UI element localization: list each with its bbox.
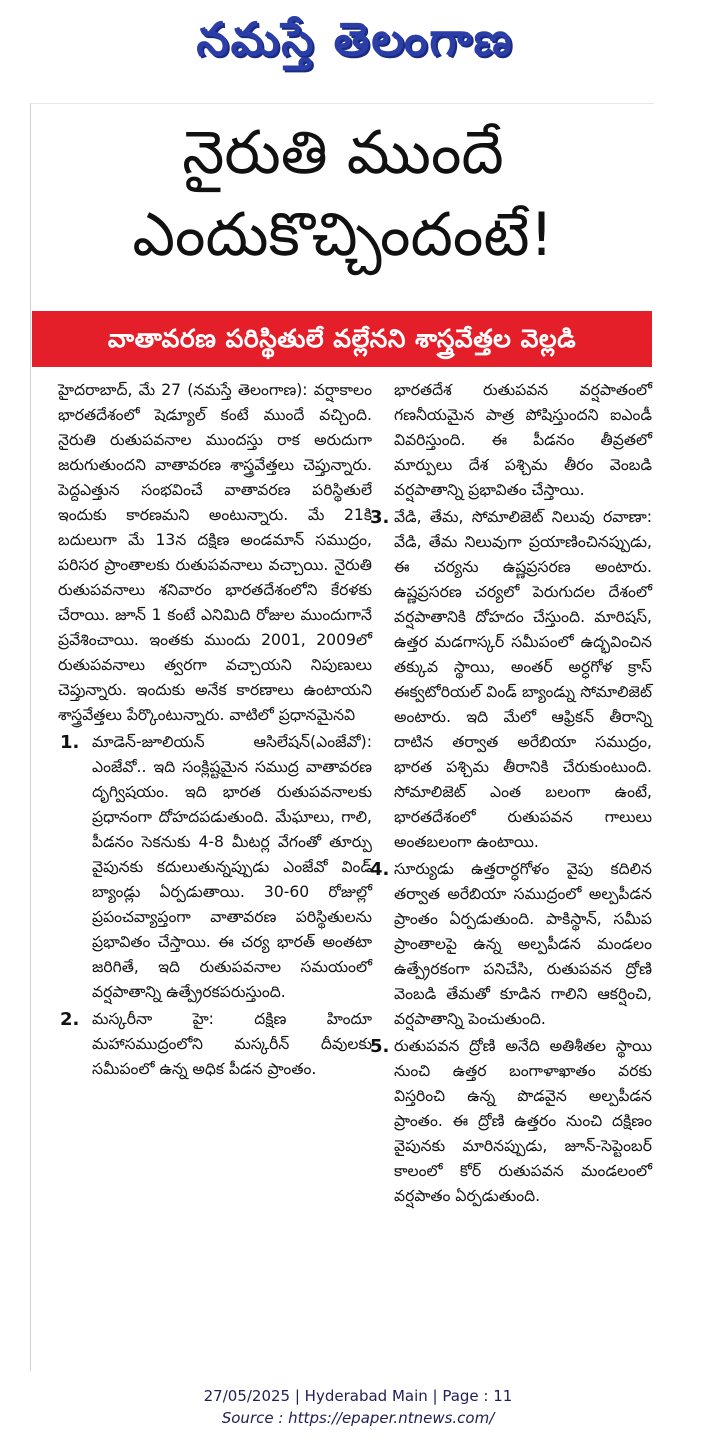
clipping-top-rule [30,103,654,104]
list-item [372,1034,652,1209]
headline-line-1: నైరుతి ముందే [182,118,504,188]
list-item-text: సూర్యుడు ఉత్తరార్ధగోళం వైపు కదిలిన తర్వాత అరేబియా సముద్రంలో అల్పపీడన ప్రాంతం ఏర్పడుతుంది. పాకిస్థాన్, సమీప ప్రాంతాలపై ఉన్న అల్పపీడన మండలం ఉత్ప్రేరకంగా పనిచేసి, రుతుపవన ద్రోణి వెంబడి తేమతో కూడిన గాలిని ఆకర్షించి, వర్షపాతాన్ని పెంచుతుంది. [394,860,652,1028]
list-item-text: వేడి, తేమ, సోమాలిజెట్ నిలువు రవాణా: వేడి, తేమ నిలువుగా ప్రయాణించినప్పుడు, ఈ చర్యను ఉష్ణప్రసరణ అంటారు. ఉష్ణప్రసరణ చర్యలో పెరుగుదల దేశంలో వర్షపాతానికి దోహదం చేస్తుంది. మారిషస్, ఉత్తర మడగాస్కర్ సమీపంలో ఉద్భవించిన తక్కువ స్థాయి, అంతర్ అర్ధగోళ క్రాస్ ఈక్వటోరియల్ విండ్ బ్యాండ్ను సోమాలిజెట్ అంటారు. ఇది మేలో ఆఫ్రికన్ తీరాన్ని దాటిన తర్వాత అరేబియా సముద్రం, భారత పశ్చిమ తీరానికి చేరుకుంటుంది. సోమాలిజెట్ ఎంత బలంగా ఉంటే, భారతదేశంలో రుతుపవన గాలులు అంతబలంగా ఉంటాయి. [394,508,652,851]
article-intro-paragraph: హైదరాబాద్, మే 27 (నమస్తే తెలంగాణ): వర్షాకాలం భారతదేశంలో షెడ్యూల్ కంటే ముందే వచ్చింది. నైరుతి రుతుపవనాల ముందస్తు రాక అరుదుగా జరుగుతుందని వాతావరణ శాస్త్రవేత్తలు చెప్తున్నారు. పెద్దఎత్తున సంభవించే వాతావరణ పరిస్థితులే ఇందుకు కారణమని అంటున్నారు. మే 21కి బదులుగా మే 13న దక్షిణ అండమాన్ సముద్రం, పరిసర ప్రాంతాలకు రుతుపవనాలు వచ్చాయి. నైరుతి రుతుపవనాలు శనివారం భారతదేశంలోని కేరళకు చేరాయి. జూన్ 1 కంటే ఎనిమిది రోజుల ముందుగానే ప్రవేశించాయి. ఇంతకు ముందు 2001, 2009లో రుతుపవనాలు త్వరగా వచ్చాయని నిపుణులు చెప్తున్నారు. ఇందుకు అనేక కారణాలు ఉంటాయని శాస్త్రవేత్తలు పేర్కొంటున్నారు. వాటిలో ప్రధానమైనవి [58,381,372,724]
page-footer [0,1385,716,1429]
list-item-continuation: భారతదేశ రుతుపవన వర్షపాతంలో గణనీయమైన పాత్ర పోషిస్తుందని ఐఎండీ వివరిస్తుంది. ఈ పీడనం తీవ్రతలో మార్పులు దేశ పశ్చిమ తీరం వెంబడి వర్షపాతాన్ని ప్రభావితం చేస్తాయి. [394,381,652,499]
list-item-text: మాడెన్-జూలియన్ ఆసిలేషన్(ఎంజేవో): ఎంజేవో.. ఇది సంక్లిష్టమైన సముద్ర వాతావరణ దృగ్విషయం. ఇది భారత రుతుపవనాలకు ప్రధానంగా దోహదపడుతుంది. మేఘాలు, గాలి, పీడనం సెకనుకు 4-8 మీటర్ల వేగంతో తూర్పు వైపునకు కదులుతున్నప్పుడు ఎంజేవో విండ్ బ్యాండ్లు ఏర్పడుతాయి. 30-60 రోజుల్లో ప్రపంచవ్యాప్తంగా వాతావరణ పరిస్థితులను ప్రభావితం చేస్తాయి. ఈ చర్య భారత్ అంతటా జరిగితే, ఇది రుతుపవనాల సమయంలో వర్షపాతాన్ని ఉత్ప్రేరకపరుస్తుంది. [92,733,372,1001]
source-link[interactable]: Source : https://epaper.ntnews.com/ [221,1409,495,1427]
article-column-right [372,378,652,1209]
edition-info: 27/05/2025 | Hyderabad Main | Page : 11 [203,1387,513,1405]
article-headline [38,112,648,276]
list-item [372,857,652,1032]
list-item [58,1007,372,1082]
list-item [58,730,372,1005]
article-subheadline: వాతావరణ పరిస్థితులే వల్లేనని శాస్త్రవేత్తల వెల్లడి [32,311,652,367]
newspaper-masthead: నమస్తే తెలంగాణ [196,12,514,66]
article-column-left [58,378,372,1082]
list-item-text: రుతుపవన ద్రోణి అనేది అతిశీతల స్థాయి నుంచి ఉత్తర బంగాళాఖాతం వరకు విస్తరించి ఉన్న పొడవైన అల్పపీడన ప్రాంతం. ఈ ద్రోణి ఉత్తరం నుంచి దక్షిణం వైపునకు మారినప్పుడు, జూన్-సెప్టెంబర్ కాలంలో కోర్ రుతుపవన మండలంలో వర్షపాతం ఏర్పడుతుంది. [394,1037,652,1205]
list-item [372,505,652,855]
list-number: 4. [370,859,390,880]
list-number: 1. [60,732,80,753]
headline-line-2: ఎందుకొచ్చిందంటే! [132,200,554,270]
list-item-text: మస్కరీనా హై: దక్షిణ హిందూ మహాసముద్రంలోని మస్కరీన్ దీవులకు సమీపంలో ఉన్న అధిక పీడన ప్రాంతం. [92,1010,372,1078]
list-number: 2. [60,1009,80,1030]
list-number: 3. [370,507,390,528]
list-number: 5. [370,1036,390,1057]
